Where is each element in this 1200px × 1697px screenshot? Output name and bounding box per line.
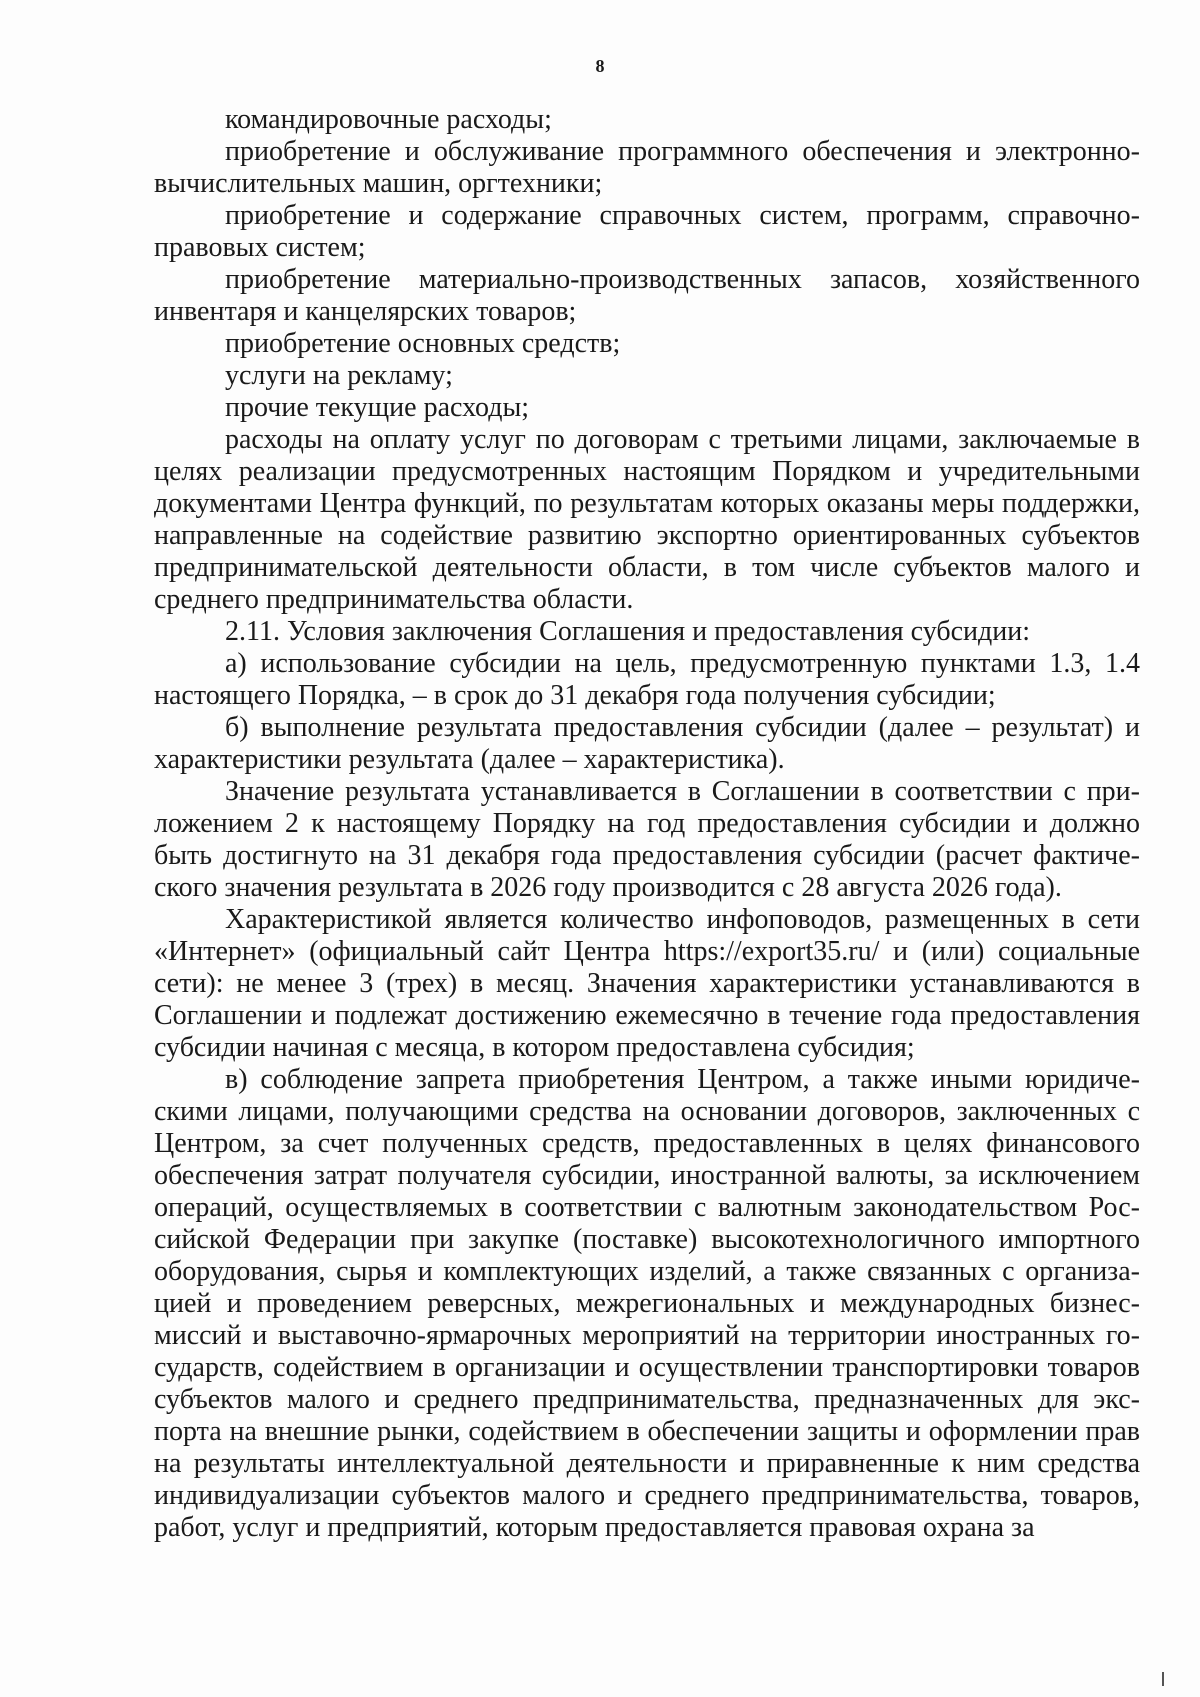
paragraph-other-expenses: прочие текущие расходы; bbox=[225, 392, 530, 423]
paragraph-advertising: услуги на рекламу; bbox=[225, 360, 453, 391]
paragraph-item-v: в) соблюдение запрета приобретения Центром, а также иными юридическими лицами, получающими средства на основании договоров, заключенных с Центром, за счет полученных средств, предоставленных в целях финансового обеспечения затрат получателя субсидии, иностранной валюты, за исключением операций, осуществляемых в соответствии с валютным законодательством Российской Федерации при закупке (поставке) высокотехнологичного импортного оборудования, сырья и комплектующих изделий, а также связанных с организацией и проведением реверсных, межрегиональных и международных бизнес-миссий и выставочно-ярмарочных мероприятий на территории иностранных государств, содействием в организации и осуществлении транспортировки товаров субъектов малого и среднего предпринимательства, предназначенных для экспорта на внешние рынки, содействием в обеспечении защиты и оформлении прав на результаты интеллектуальной деятельности и приравненные к ним средства индивидуализации субъектов малого и среднего предпринимательства, товаров, работ, услуг и предприятий, которым предоставляется правовая охрана за bbox=[154, 1064, 1140, 1543]
paragraph-reference-systems: приобретение и содержание справочных систем, программ, справочно-правовых систем; bbox=[154, 200, 1140, 263]
paragraph-result-value: Значение результата устанавливается в Соглашении в соответствии с приложением 2 к настоящему Порядку на год предоставления субсидии и должно быть достигнуто на 31 декабря года предоставления субсидии (расчет фактического значения результата в 2026 году производится с 28 августа 2026 года). bbox=[154, 776, 1140, 903]
paragraph-section-2-11: 2.11. Условия заключения Соглашения и предоставления субсидии: bbox=[225, 616, 1030, 647]
paragraph-software: приобретение и обслуживание программного обеспечения и электронно-вычислительных машин, оргтехники; bbox=[154, 136, 1140, 199]
document-body bbox=[154, 104, 1140, 1544]
paragraph-item-a: а) использование субсидии на цель, предусмотренную пунктами 1.3, 1.4 настоящего Порядка, – в срок до 31 декабря года получения субсидии; bbox=[154, 648, 1140, 711]
scan-mark bbox=[1162, 1672, 1164, 1686]
paragraph-fixed-assets: приобретение основных средств; bbox=[225, 328, 621, 359]
paragraph-characteristic: Характеристикой является количество инфоповодов, размещенных в сети «Интернет» (официальный сайт Центра https://export35.ru/ и (или) социальные сети): не менее 3 (трех) в месяц. Значения характеристики устанавливаются в Соглашении и подлежат достижению ежемесячно в течение года предоставления субсидии начиная с месяца, в котором предоставлена субсидия; bbox=[154, 904, 1140, 1063]
page-number: 8 bbox=[595, 56, 605, 76]
paragraph-item-b: б) выполнение результата предоставления субсидии (далее – результат) и характеристики результата (далее – характеристика). bbox=[154, 712, 1140, 775]
paragraph-inventory: приобретение материально-производственных запасов, хозяйственного инвентаря и канцелярских товаров; bbox=[154, 264, 1140, 327]
paragraph-third-party-services: расходы на оплату услуг по договорам с третьими лицами, заключаемые в целях реализации предусмотренных настоящим Порядком и учредительными документами Центра функций, по результатам которых оказаны меры поддержки, направленные на содействие развитию экспортно ориентированных субъектов предпринимательской деятельности области, в том числе субъектов малого и среднего предпринимательства области. bbox=[154, 424, 1140, 615]
paragraph-travel-expenses: командировочные расходы; bbox=[225, 104, 552, 135]
